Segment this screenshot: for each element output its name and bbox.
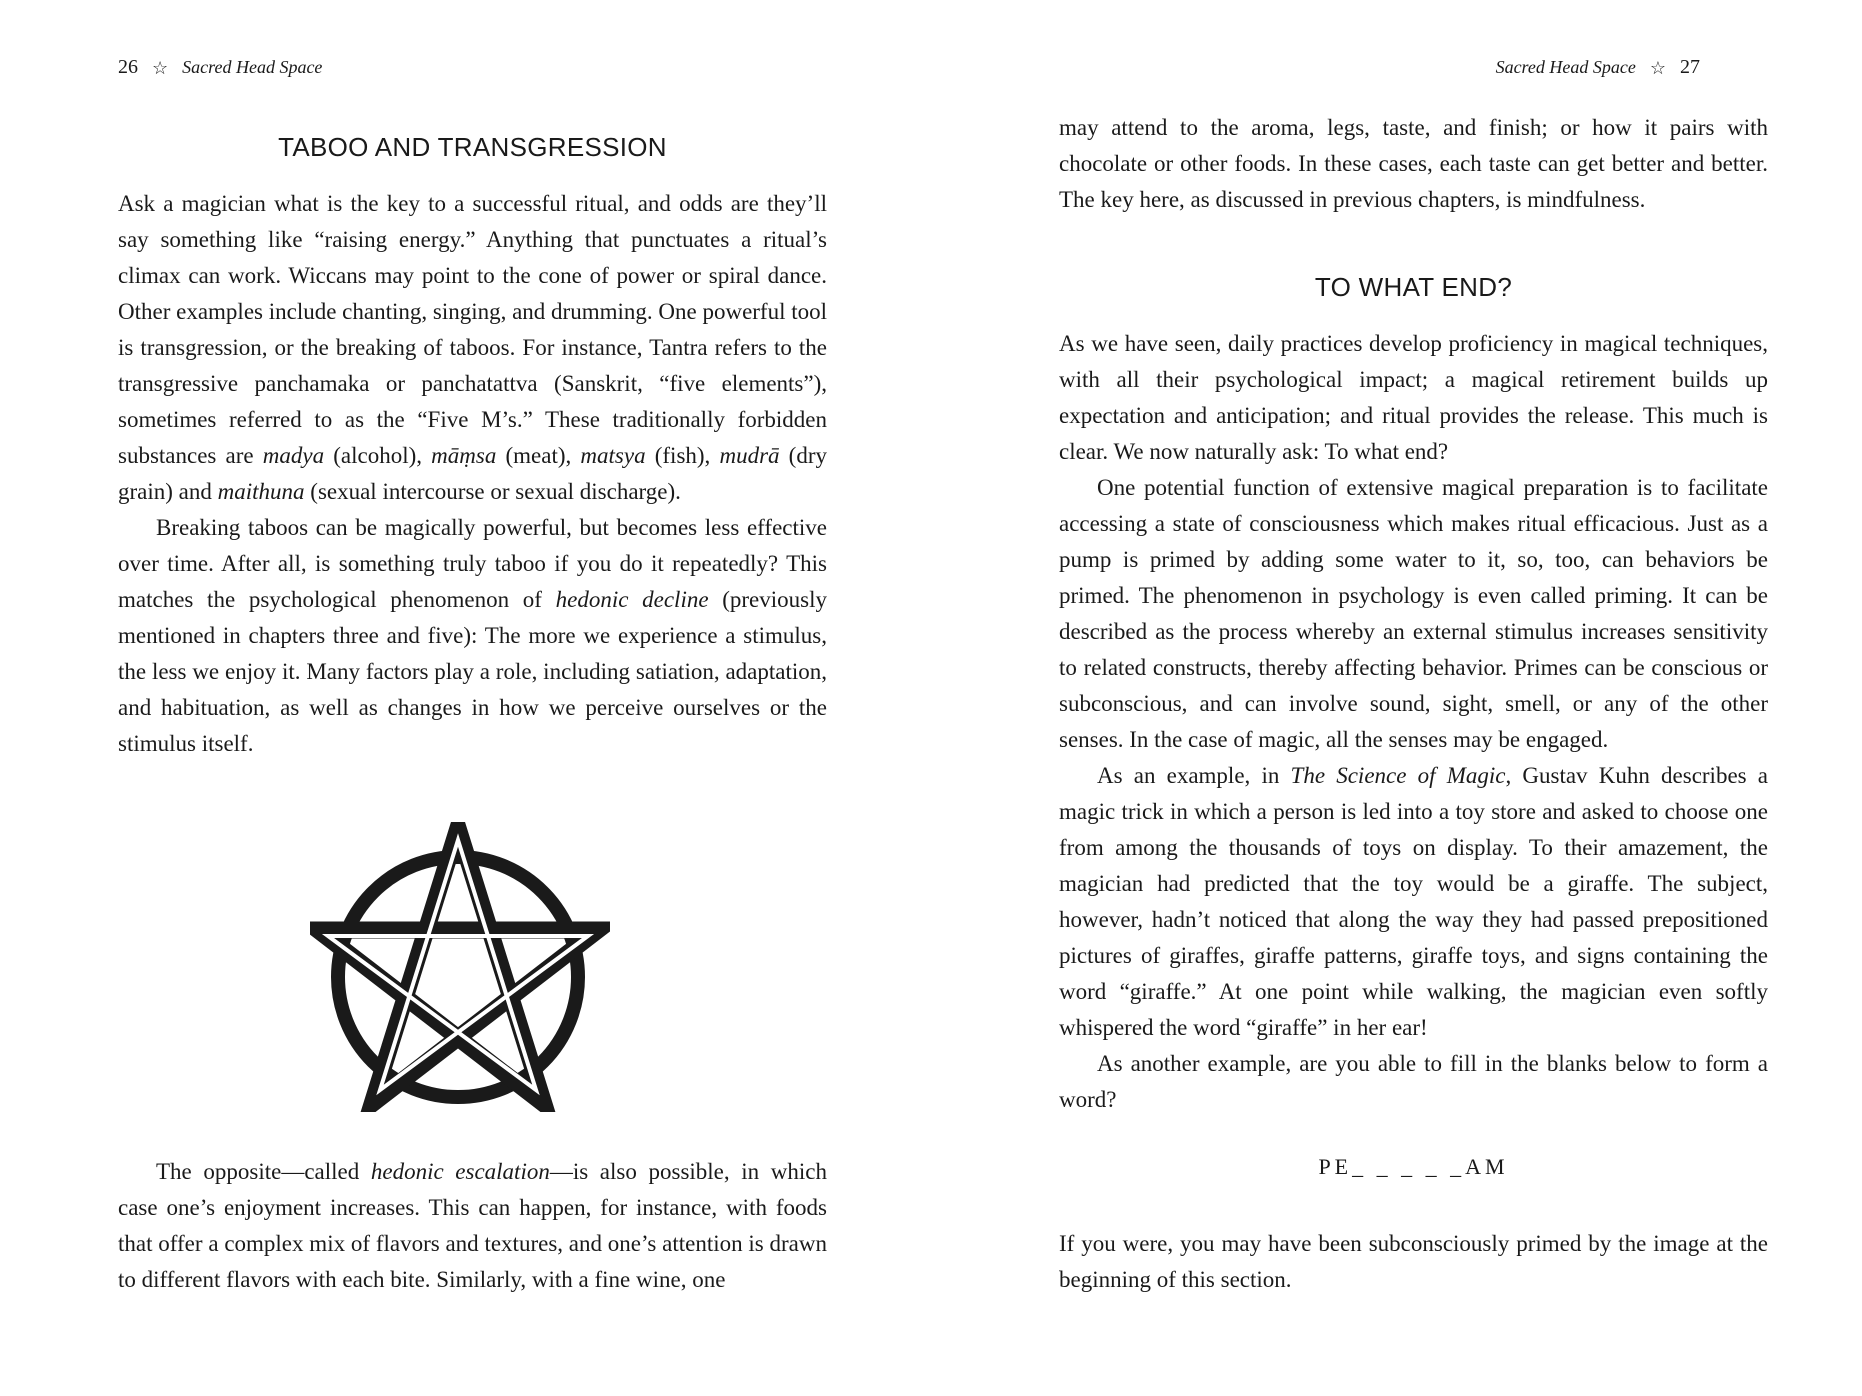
pentagram-illustration [310,822,610,1112]
paragraph: The opposite—called hedonic escalation—is also possible, in which case one’s enjoyment increases. This can happen, for instance, with foods that offer a complex mix of flavors and textures, and one’s attention is drawn to different flavors with each bite. Similarly, with a fine wine, one [118,1159,827,1292]
paragraph: may attend to the aroma, legs, taste, and finish; or how it pairs with chocolate or other foods. In these cases, each taste can get better and better. The key here, as discussed in previous chapters, is mindfulness. [1059,115,1768,212]
star-outline-icon: ☆ [1649,57,1666,78]
right-page [931,0,1862,1396]
book-title: Sacred Head Space [182,57,323,77]
left-body-top [118,186,827,762]
right-body-main [1059,326,1768,1118]
paragraph: Breaking taboos can be magically powerful, but becomes less effective over time. After all, is something truly taboo if you do it repeatedly? This matches the psychological phenomenon of hedonic decline (previously mentioned in chapters three and five): The more we experience a stimulus, the less we enjoy it. Many factors play a role, including satiation, adaptation, and habituation, as well as changes in how we perceive ourselves or the stimulus itself. [118,515,827,756]
page-number: 26 [118,56,138,78]
pentagram-icon [310,822,610,1112]
running-head-right [1496,56,1700,79]
right-body-bottom [1059,1226,1768,1298]
right-body-continuation [1059,110,1768,218]
star-outline-icon: ☆ [152,57,169,78]
paragraph: As another example, are you able to fill in the blanks below to form a word? [1059,1051,1768,1112]
section-heading: TO WHAT END? [1314,272,1513,302]
paragraph: As we have seen, daily practices develop proficiency in magical techniques, with all their psychological impact; a magical retirement builds up expectation and anticipation; and ritual provides the release. This much is clear. We now naturally ask: To what end? [1059,331,1768,464]
running-head-left [118,56,322,79]
left-body-bottom [118,1154,827,1298]
book-title: Sacred Head Space [1495,57,1636,77]
paragraph: Ask a magician what is the key to a successful ritual, and odds are they’ll say something like “raising energy.” Anything that punctuates a ritual’s climax can work. Wiccans may point to the cone of power or spiral dance. Other examples include chanting, singing, and drumming. One powerful tool is transgression, or the breaking of taboos. For instance, Tantra refers to the transgressive panchamaka or panchatattva (Sanskrit, “five elements”), sometimes referred to as the “Five M’s.” These traditionally forbidden substances are madya (alcohol), māṃsa (meat), matsya (fish), mudrā (dry grain) and maithuna (sexual intercourse or sexual discharge). [118,191,828,504]
page-number: 27 [1680,56,1700,78]
word-puzzle: PE_ _ _ _ _AM [1318,1154,1509,1179]
section-heading: TABOO AND TRANSGRESSION [278,132,667,162]
paragraph: If you were, you may have been subconsciously primed by the image at the beginning of this section. [1059,1231,1768,1292]
paragraph: As an example, in The Science of Magic, Gustav Kuhn describes a magic trick in which a person is led into a toy store and asked to choose one from among the thousands of toys on display. To their amazement, the magician had predicted that the toy would be a giraffe. The subject, however, hadn’t noticed that along the way they had passed prepositioned pictures of giraffes, giraffe patterns, giraffe toys, and signs containing the word “giraffe.” At one point while walking, the magician even softly whispered the word “giraffe” in her ear! [1059,763,1768,1040]
paragraph: One potential function of extensive magical preparation is to facilitate accessing a state of consciousness which makes ritual efficacious. Just as a pump is primed by adding some water to it, so, too, can behaviors be primed. The phenomenon in psychology is even called priming. It can be described as the process whereby an external stimulus increases sensitivity to related constructs, thereby affecting behavior. Primes can be conscious or subconscious, and can involve sound, sight, smell, or any of the other senses. In the case of magic, all the senses may be engaged. [1059,475,1768,752]
